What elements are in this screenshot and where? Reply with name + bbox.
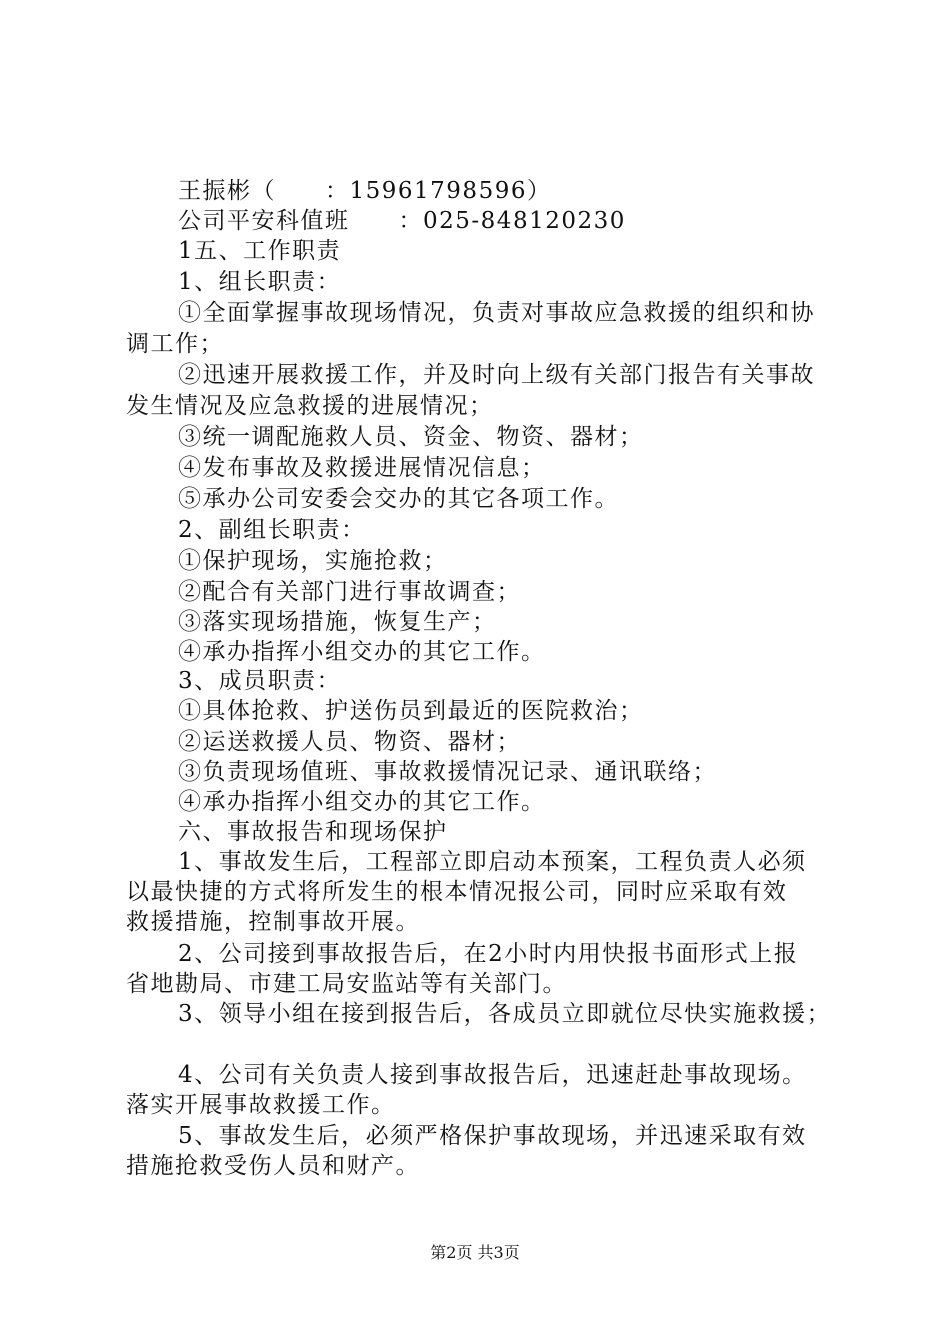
paragraph-line: ②迅速开展救援工作，并及时向上级有关部门报告有关事故: [178, 362, 815, 388]
paragraph-line: ⑤承办公司安委会交办的其它各项工作。: [178, 486, 619, 512]
paragraph-line: ②运送救援人员、物资、器材；: [178, 729, 521, 755]
paragraph-line: 调工作；: [126, 331, 224, 357]
contact-wang: 王振彬（ ：15961798596）: [178, 178, 552, 204]
paragraph-line: ①保护现场，实施抢救；: [178, 548, 448, 574]
paragraph-line: 措施抢救受伤人员和财产。: [126, 1153, 420, 1179]
subheading-member-duties: 3、成员职责：: [178, 668, 342, 694]
paragraph-line: 落实开展事故救援工作。: [126, 1092, 396, 1118]
section-heading-report: 六、事故报告和现场保护: [178, 819, 448, 845]
paragraph-line: 1、事故发生后，工程部立即启动本预案，工程负责人必须: [178, 849, 807, 875]
section-heading-duties: 1五、工作职责: [178, 238, 342, 264]
paragraph-line: 以最快捷的方式将所发生的根本情况报公司，同时应采取有效: [126, 879, 788, 905]
paragraph-line: ③负责现场值班、事故救援情况记录、通讯联络；: [178, 759, 717, 785]
paragraph-line: 4、公司有关负责人接到事故报告后，迅速赶赴事故现场。: [178, 1062, 807, 1088]
paragraph-line: ③统一调配施救人员、资金、物资、器材；: [178, 424, 644, 450]
paragraph-line: 发生情况及应急救援的进展情况；: [126, 393, 494, 419]
contact-safety-duty: 公司平安科值班 ：025-848120230: [178, 208, 626, 234]
paragraph-line: ④发布事故及救援进展情况信息；: [178, 455, 546, 481]
paragraph-line: ④承办指挥小组交办的其它工作。: [178, 789, 546, 815]
paragraph-line: 5、事故发生后，必须严格保护事故现场，并迅速采取有效: [178, 1123, 807, 1149]
paragraph-line: 2、公司接到事故报告后，在2小时内用快报书面形式上报: [178, 941, 799, 967]
paragraph-line: 救援措施，控制事故开展。: [126, 909, 420, 935]
paragraph-line: ④承办指挥小组交办的其它工作。: [178, 639, 546, 665]
paragraph-line: 省地勘局、市建工局安监站等有关部门。: [126, 971, 567, 997]
subheading-leader-duties: 1、组长职责：: [178, 269, 342, 295]
page-footer: 第2页 共3页: [430, 1243, 520, 1262]
subheading-deputy-duties: 2、副组长职责：: [178, 517, 366, 543]
paragraph-line: ②配合有关部门进行事故调查；: [178, 579, 521, 605]
paragraph-line: ①全面掌握事故现场情况，负责对事故应急救援的组织和协: [178, 300, 815, 326]
paragraph-line: ①具体抢救、护送伤员到最近的医院救治；: [178, 698, 644, 724]
paragraph-line: 3、领导小组在接到报告后，各成员立即就位尽快实施救援；: [178, 1001, 832, 1027]
paragraph-line: ③落实现场措施，恢复生产；: [178, 609, 497, 635]
